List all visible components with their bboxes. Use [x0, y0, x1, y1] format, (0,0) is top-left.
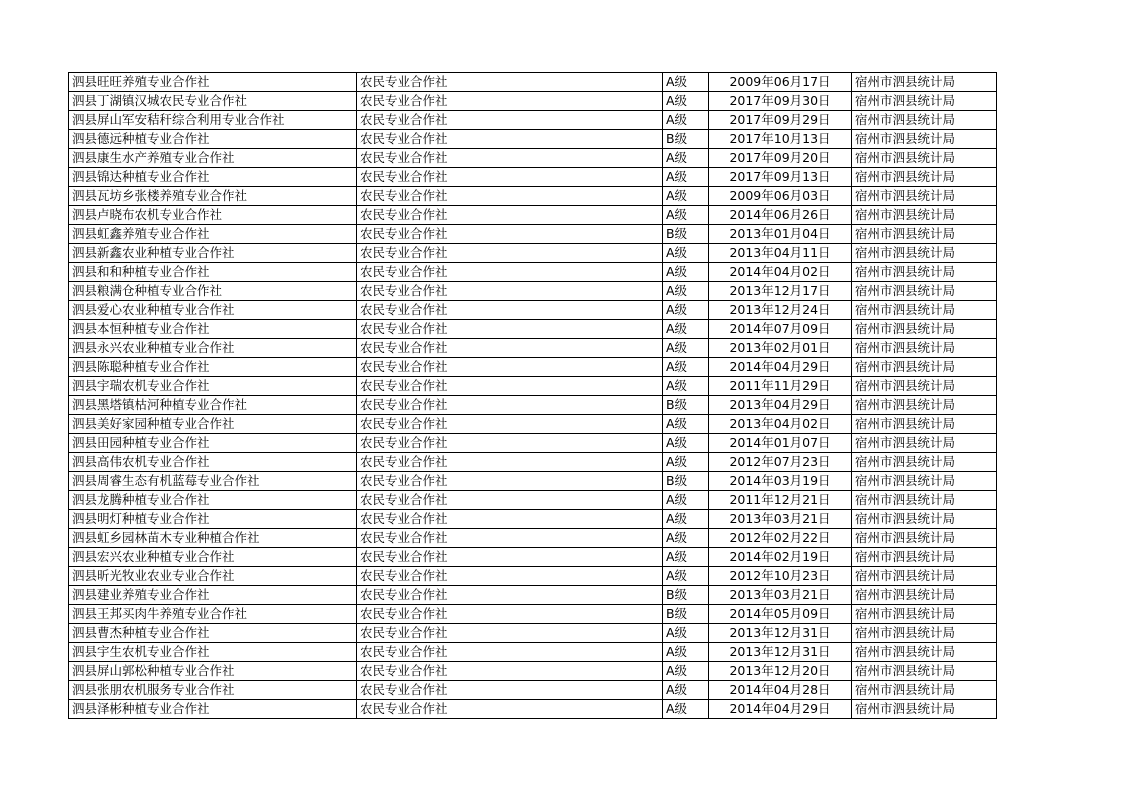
grade-cell: A级 [663, 168, 709, 187]
date-cell: 2013年04月11日 [709, 244, 852, 263]
cooperative-type-cell: 农民专业合作社 [357, 358, 663, 377]
date-cell: 2017年09月30日 [709, 92, 852, 111]
table-row [69, 206, 997, 225]
organization-cell: 宿州市泗县统计局 [852, 130, 997, 149]
date-cell: 2013年04月29日 [709, 396, 852, 415]
date-cell: 2013年01月04日 [709, 225, 852, 244]
cooperative-type-cell: 农民专业合作社 [357, 92, 663, 111]
grade-cell: A级 [663, 263, 709, 282]
grade-cell: A级 [663, 244, 709, 263]
date-cell: 2014年04月29日 [709, 700, 852, 719]
cooperative-type-cell: 农民专业合作社 [357, 282, 663, 301]
cooperative-type-cell: 农民专业合作社 [357, 567, 663, 586]
cooperative-name-cell: 泗县王邦买肉牛养殖专业合作社 [69, 605, 357, 624]
grade-cell: A级 [663, 149, 709, 168]
organization-cell: 宿州市泗县统计局 [852, 510, 997, 529]
table-row [69, 472, 997, 491]
cooperative-name-cell: 泗县周睿生态有机蓝莓专业合作社 [69, 472, 357, 491]
date-cell: 2014年04月28日 [709, 681, 852, 700]
organization-cell: 宿州市泗县统计局 [852, 643, 997, 662]
table-row [69, 548, 997, 567]
cooperative-type-cell: 农民专业合作社 [357, 339, 663, 358]
cooperative-type-cell: 农民专业合作社 [357, 377, 663, 396]
date-cell: 2013年12月20日 [709, 662, 852, 681]
table-row [69, 339, 997, 358]
cooperative-name-cell: 泗县陈聪种植专业合作社 [69, 358, 357, 377]
cooperative-type-cell: 农民专业合作社 [357, 168, 663, 187]
organization-cell: 宿州市泗县统计局 [852, 434, 997, 453]
cooperative-name-cell: 泗县丁湖镇汉城农民专业合作社 [69, 92, 357, 111]
table-row [69, 225, 997, 244]
cooperative-name-cell: 泗县康生水产养殖专业合作社 [69, 149, 357, 168]
cooperative-type-cell: 农民专业合作社 [357, 225, 663, 244]
grade-cell: A级 [663, 301, 709, 320]
grade-cell: A级 [663, 92, 709, 111]
date-cell: 2014年04月02日 [709, 263, 852, 282]
cooperative-name-cell: 泗县美好家园种植专业合作社 [69, 415, 357, 434]
date-cell: 2014年01月07日 [709, 434, 852, 453]
cooperative-name-cell: 泗县屏山郭松种植专业合作社 [69, 662, 357, 681]
cooperative-name-cell: 泗县虹鑫养殖专业合作社 [69, 225, 357, 244]
grade-cell: A级 [663, 491, 709, 510]
cooperative-name-cell: 泗县新鑫农业种植专业合作社 [69, 244, 357, 263]
date-cell: 2014年04月29日 [709, 358, 852, 377]
organization-cell: 宿州市泗县统计局 [852, 168, 997, 187]
organization-cell: 宿州市泗县统计局 [852, 73, 997, 92]
cooperative-type-cell: 农民专业合作社 [357, 434, 663, 453]
table-row [69, 187, 997, 206]
table-row [69, 415, 997, 434]
date-cell: 2009年06月17日 [709, 73, 852, 92]
organization-cell: 宿州市泗县统计局 [852, 662, 997, 681]
table-row [69, 567, 997, 586]
organization-cell: 宿州市泗县统计局 [852, 111, 997, 130]
cooperative-type-cell: 农民专业合作社 [357, 643, 663, 662]
table-row [69, 434, 997, 453]
table-body [69, 73, 997, 719]
grade-cell: A级 [663, 510, 709, 529]
organization-cell: 宿州市泗县统计局 [852, 301, 997, 320]
grade-cell: A级 [663, 111, 709, 130]
table-row [69, 301, 997, 320]
cooperative-type-cell: 农民专业合作社 [357, 662, 663, 681]
cooperative-type-cell: 农民专业合作社 [357, 605, 663, 624]
date-cell: 2012年07月23日 [709, 453, 852, 472]
date-cell: 2017年10月13日 [709, 130, 852, 149]
grade-cell: A级 [663, 643, 709, 662]
cooperative-name-cell: 泗县建业养殖专业合作社 [69, 586, 357, 605]
grade-cell: A级 [663, 358, 709, 377]
table-row [69, 377, 997, 396]
cooperative-type-cell: 农民专业合作社 [357, 263, 663, 282]
table-row [69, 662, 997, 681]
cooperative-type-cell: 农民专业合作社 [357, 453, 663, 472]
table-row [69, 73, 997, 92]
table-row [69, 358, 997, 377]
date-cell: 2013年12月31日 [709, 643, 852, 662]
cooperative-name-cell: 泗县龙腾种植专业合作社 [69, 491, 357, 510]
grade-cell: A级 [663, 567, 709, 586]
cooperative-type-cell: 农民专业合作社 [357, 320, 663, 339]
grade-cell: B级 [663, 605, 709, 624]
cooperative-type-cell: 农民专业合作社 [357, 187, 663, 206]
grade-cell: B级 [663, 130, 709, 149]
cooperative-type-cell: 农民专业合作社 [357, 472, 663, 491]
cooperative-type-cell: 农民专业合作社 [357, 396, 663, 415]
organization-cell: 宿州市泗县统计局 [852, 358, 997, 377]
grade-cell: A级 [663, 529, 709, 548]
date-cell: 2013年12月17日 [709, 282, 852, 301]
organization-cell: 宿州市泗县统计局 [852, 263, 997, 282]
date-cell: 2011年11月29日 [709, 377, 852, 396]
date-cell: 2012年02月22日 [709, 529, 852, 548]
organization-cell: 宿州市泗县统计局 [852, 700, 997, 719]
organization-cell: 宿州市泗县统计局 [852, 225, 997, 244]
grade-cell: A级 [663, 624, 709, 643]
table-row [69, 244, 997, 263]
table-row [69, 111, 997, 130]
grade-cell: A级 [663, 73, 709, 92]
organization-cell: 宿州市泗县统计局 [852, 415, 997, 434]
grade-cell: A级 [663, 700, 709, 719]
cooperative-name-cell: 泗县明灯种植专业合作社 [69, 510, 357, 529]
grade-cell: A级 [663, 681, 709, 700]
cooperative-type-cell: 农民专业合作社 [357, 206, 663, 225]
grade-cell: B级 [663, 396, 709, 415]
table-row [69, 453, 997, 472]
cooperative-name-cell: 泗县宏兴农业种植专业合作社 [69, 548, 357, 567]
table-row [69, 529, 997, 548]
table-row [69, 700, 997, 719]
organization-cell: 宿州市泗县统计局 [852, 396, 997, 415]
date-cell: 2013年03月21日 [709, 510, 852, 529]
cooperative-type-cell: 农民专业合作社 [357, 548, 663, 567]
date-cell: 2017年09月13日 [709, 168, 852, 187]
table-row [69, 643, 997, 662]
organization-cell: 宿州市泗县统计局 [852, 681, 997, 700]
grade-cell: B级 [663, 586, 709, 605]
grade-cell: A级 [663, 548, 709, 567]
organization-cell: 宿州市泗县统计局 [852, 529, 997, 548]
cooperative-type-cell: 农民专业合作社 [357, 510, 663, 529]
cooperative-type-cell: 农民专业合作社 [357, 130, 663, 149]
cooperative-type-cell: 农民专业合作社 [357, 491, 663, 510]
organization-cell: 宿州市泗县统计局 [852, 548, 997, 567]
date-cell: 2012年10月23日 [709, 567, 852, 586]
grade-cell: A级 [663, 662, 709, 681]
cooperative-type-cell: 农民专业合作社 [357, 73, 663, 92]
date-cell: 2017年09月29日 [709, 111, 852, 130]
table-row [69, 681, 997, 700]
cooperative-name-cell: 泗县宇瑞农机专业合作社 [69, 377, 357, 396]
organization-cell: 宿州市泗县统计局 [852, 377, 997, 396]
cooperative-name-cell: 泗县高伟农机专业合作社 [69, 453, 357, 472]
grade-cell: A级 [663, 377, 709, 396]
grade-cell: B级 [663, 472, 709, 491]
cooperative-name-cell: 泗县黑塔镇枯河种植专业合作社 [69, 396, 357, 415]
cooperative-name-cell: 泗县粮满仓种植专业合作社 [69, 282, 357, 301]
organization-cell: 宿州市泗县统计局 [852, 206, 997, 225]
cooperative-name-cell: 泗县昕光牧业农业专业合作社 [69, 567, 357, 586]
table-row [69, 263, 997, 282]
cooperative-name-cell: 泗县瓦坊乡张楼养殖专业合作社 [69, 187, 357, 206]
table-row [69, 130, 997, 149]
table-row [69, 282, 997, 301]
cooperative-name-cell: 泗县德远种植专业合作社 [69, 130, 357, 149]
date-cell: 2014年02月19日 [709, 548, 852, 567]
cooperative-name-cell: 泗县锦达种植专业合作社 [69, 168, 357, 187]
cooperative-type-cell: 农民专业合作社 [357, 244, 663, 263]
date-cell: 2014年03月19日 [709, 472, 852, 491]
table-row [69, 605, 997, 624]
cooperative-type-cell: 农民专业合作社 [357, 681, 663, 700]
cooperative-type-cell: 农民专业合作社 [357, 586, 663, 605]
organization-cell: 宿州市泗县统计局 [852, 339, 997, 358]
date-cell: 2013年12月24日 [709, 301, 852, 320]
grade-cell: B级 [663, 225, 709, 244]
grade-cell: A级 [663, 339, 709, 358]
cooperative-name-cell: 泗县宇生农机专业合作社 [69, 643, 357, 662]
date-cell: 2013年12月31日 [709, 624, 852, 643]
table-row [69, 510, 997, 529]
cooperative-name-cell: 泗县和和种植专业合作社 [69, 263, 357, 282]
date-cell: 2014年07月09日 [709, 320, 852, 339]
grade-cell: A级 [663, 415, 709, 434]
table-row [69, 586, 997, 605]
organization-cell: 宿州市泗县统计局 [852, 491, 997, 510]
cooperative-name-cell: 泗县虹乡园林苗木专业种植合作社 [69, 529, 357, 548]
organization-cell: 宿州市泗县统计局 [852, 187, 997, 206]
organization-cell: 宿州市泗县统计局 [852, 244, 997, 263]
table-row [69, 320, 997, 339]
cooperative-name-cell: 泗县卢晓布农机专业合作社 [69, 206, 357, 225]
table-row [69, 168, 997, 187]
organization-cell: 宿州市泗县统计局 [852, 149, 997, 168]
organization-cell: 宿州市泗县统计局 [852, 586, 997, 605]
organization-cell: 宿州市泗县统计局 [852, 567, 997, 586]
cooperative-name-cell: 泗县张朋农机服务专业合作社 [69, 681, 357, 700]
organization-cell: 宿州市泗县统计局 [852, 320, 997, 339]
date-cell: 2013年03月21日 [709, 586, 852, 605]
date-cell: 2009年06月03日 [709, 187, 852, 206]
cooperative-name-cell: 泗县爱心农业种植专业合作社 [69, 301, 357, 320]
organization-cell: 宿州市泗县统计局 [852, 624, 997, 643]
cooperative-name-cell: 泗县永兴农业种植专业合作社 [69, 339, 357, 358]
cooperative-name-cell: 泗县旺旺养殖专业合作社 [69, 73, 357, 92]
date-cell: 2011年12月21日 [709, 491, 852, 510]
table-row [69, 396, 997, 415]
cooperative-type-cell: 农民专业合作社 [357, 415, 663, 434]
date-cell: 2017年09月20日 [709, 149, 852, 168]
date-cell: 2013年04月02日 [709, 415, 852, 434]
grade-cell: A级 [663, 187, 709, 206]
organization-cell: 宿州市泗县统计局 [852, 453, 997, 472]
grade-cell: A级 [663, 206, 709, 225]
grade-cell: A级 [663, 434, 709, 453]
cooperative-table [68, 72, 997, 719]
cooperative-type-cell: 农民专业合作社 [357, 624, 663, 643]
date-cell: 2013年02月01日 [709, 339, 852, 358]
grade-cell: A级 [663, 282, 709, 301]
cooperative-type-cell: 农民专业合作社 [357, 301, 663, 320]
date-cell: 2014年05月09日 [709, 605, 852, 624]
cooperative-name-cell: 泗县田园种植专业合作社 [69, 434, 357, 453]
cooperative-type-cell: 农民专业合作社 [357, 529, 663, 548]
cooperative-name-cell: 泗县屏山军安秸秆综合利用专业合作社 [69, 111, 357, 130]
cooperative-name-cell: 泗县泽彬种植专业合作社 [69, 700, 357, 719]
organization-cell: 宿州市泗县统计局 [852, 92, 997, 111]
cooperative-type-cell: 农民专业合作社 [357, 149, 663, 168]
table-row [69, 92, 997, 111]
table-row [69, 624, 997, 643]
organization-cell: 宿州市泗县统计局 [852, 282, 997, 301]
table-row [69, 491, 997, 510]
table-row [69, 149, 997, 168]
grade-cell: A级 [663, 453, 709, 472]
cooperative-name-cell: 泗县曹杰种植专业合作社 [69, 624, 357, 643]
cooperative-type-cell: 农民专业合作社 [357, 111, 663, 130]
organization-cell: 宿州市泗县统计局 [852, 605, 997, 624]
cooperative-name-cell: 泗县本恒种植专业合作社 [69, 320, 357, 339]
organization-cell: 宿州市泗县统计局 [852, 472, 997, 491]
cooperative-type-cell: 农民专业合作社 [357, 700, 663, 719]
date-cell: 2014年06月26日 [709, 206, 852, 225]
grade-cell: A级 [663, 320, 709, 339]
